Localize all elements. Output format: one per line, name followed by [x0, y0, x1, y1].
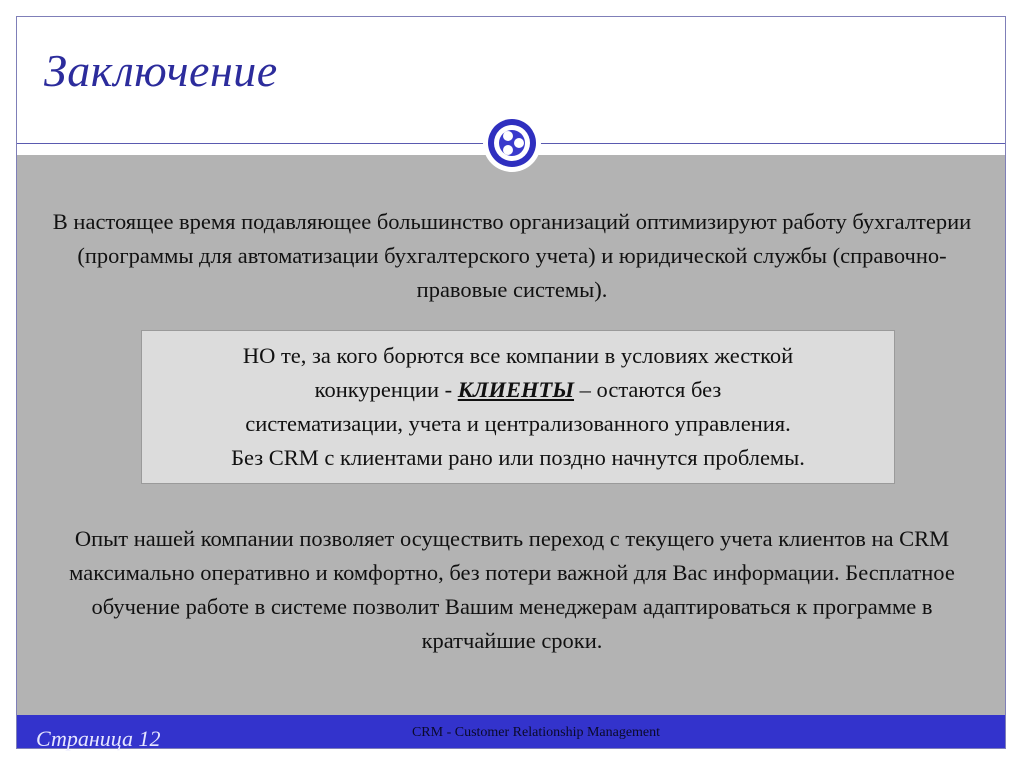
intro-paragraph: В настоящее время подавляющее большинство организаций оптимизируют работу бухгалтерии (программы для автоматизации бухгалтерского учета) и юридической службы (справочно-правовые системы).	[52, 209, 972, 302]
three-circles-logo-icon	[482, 113, 542, 173]
callout-keyword: КЛИЕНТЫ	[457, 377, 575, 402]
callout-text-before: конкуренции -	[314, 377, 458, 402]
callout-line-1: НО те, за кого борются все компании в условиях жесткой	[242, 343, 794, 368]
callout-box	[141, 330, 895, 484]
page-number: Страница 12	[36, 726, 161, 751]
page-title: Заключение	[44, 45, 278, 96]
footer-caption: CRM - Customer Relationship Management	[411, 725, 661, 740]
callout-line-4: Без CRM с клиентами рано или поздно начнутся проблемы.	[231, 445, 805, 470]
callout-text-after: – остаются без	[574, 377, 722, 402]
callout-line-2	[148, 373, 888, 407]
callout-line-3: систематизации, учета и централизованного управления.	[245, 411, 791, 436]
conclusion-paragraph: Опыт нашей компании позволяет осуществить переход с текущего учета клиентов на CRM максимально оперативно и комфортно, без потери важной для Вас информации. Бесплатное обучение работе в системе позволит Вашим менеджерам адаптироваться к программе в кратчайшие сроки.	[69, 526, 955, 653]
